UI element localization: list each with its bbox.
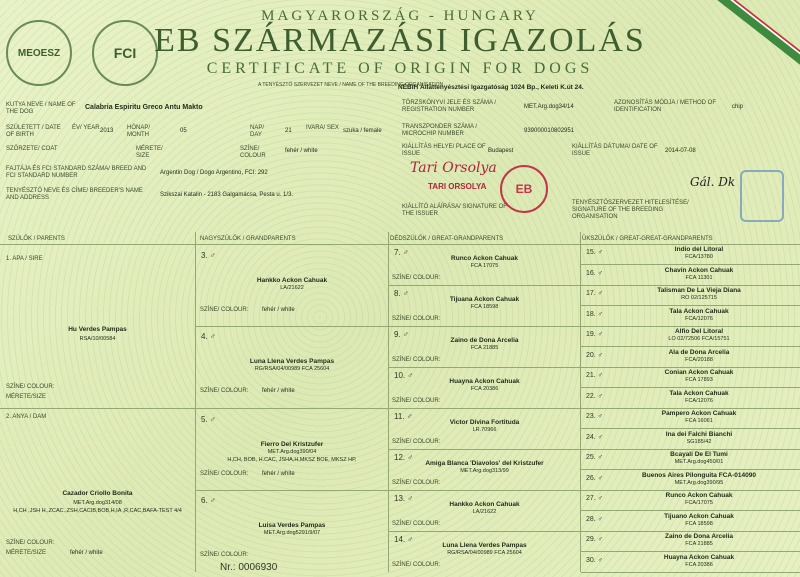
ggp-color-label: SZÍNE/ COLOUR: <box>392 521 441 527</box>
divider <box>581 326 800 327</box>
ggp-color-label: SZÍNE/ COLOUR: <box>392 316 441 322</box>
sire-color-label: SZÍNE/ COLOUR: <box>6 384 55 390</box>
ggp-reg: MET.Arg.dog313/99 <box>460 468 509 474</box>
nr-label: Nr.: <box>220 562 236 573</box>
divider <box>581 285 800 286</box>
ggp-number: 11. ♂ <box>394 412 413 421</box>
divider <box>581 531 800 532</box>
auth-label: TENYÉSZTŐSZERVEZET HITELESÍTÉSE/ SIGNATURE OF THE BREEDING ORGANISATION <box>572 200 689 220</box>
day-value: 21 <box>285 128 292 134</box>
gggp-name: Runco Ackon Cahuak <box>665 492 733 499</box>
divider <box>581 305 800 306</box>
gp-titles: H,CH, BOB, H.CAC, JSHA,H,MKSZ BOE, MKSZ HP, <box>227 457 357 463</box>
header-great-grandparents: DÉDSZÜLŐK / GREAT-GRANDPARENTS <box>390 236 504 242</box>
ggp-reg: LR.70966 <box>472 427 497 433</box>
gggp-number: 23. ♂ <box>586 413 603 420</box>
date-label: KIÁLLÍTÁS DÁTUMA/ DATE OF ISSUE <box>572 144 658 157</box>
signature-label: KIÁLLÍTÓ ALÁÍRÁSA/ SIGNATURE OF THE ISSUER <box>402 204 507 217</box>
coat-label: SZŐRZETE/ COAT <box>6 146 58 152</box>
divider <box>581 572 800 573</box>
gggp-number: 29. ♂ <box>586 536 603 543</box>
ggp-color-label: SZÍNE/ COLOUR: <box>392 275 441 281</box>
divider <box>581 346 800 347</box>
gggp-number: 26. ♂ <box>586 474 603 482</box>
header-parents: SZÜLŐK / PARENTS <box>8 236 65 242</box>
org-value: NÉBIH Állattenyésztési Igazgatóság 1024 Bp., Keleti K.út 24. <box>398 84 584 91</box>
divider <box>581 408 800 409</box>
sire-reg: RSA/10/00584 <box>79 336 116 342</box>
dog-name-label: KUTYA NEVE / NAME OF THE DOG <box>6 102 76 115</box>
divider <box>581 469 800 470</box>
ident-value: chip <box>732 104 744 110</box>
ggp-name: Tijuana Ackon Cahuak <box>449 296 520 303</box>
divider <box>389 531 580 532</box>
gggp-number: 28. ♂ <box>586 515 603 523</box>
red-official-stamp: EB <box>500 165 548 213</box>
gp-color-label: SZÍNE/ COLOUR: <box>200 388 249 394</box>
gggp-reg: FCA/12076 <box>685 397 713 404</box>
dam-label: 2. ANYA / DAM <box>6 414 47 420</box>
reg-label: TÖRZSKÖNYVI JELE ÉS SZÁMA / REGISTRATION NUMBER <box>402 100 497 113</box>
gggp-name: Buenos Aires Pilonguita FCA-014090 <box>642 471 756 479</box>
ggp-color-label: SZÍNE/ COLOUR: <box>392 439 441 445</box>
ggp-reg: RG/RSA/04/00989 FCA 25604 <box>447 550 522 556</box>
ggp-reg: FCA 17075 <box>470 263 499 269</box>
size-label: MÉRETE/ SIZE <box>136 146 163 159</box>
gggp-reg: FCA/17075 <box>685 500 713 506</box>
place-label: KIÁLLÍTÁS HELYE/ PLACE OF ISSUE <box>402 144 486 157</box>
gp-reg: MET.Arg.dog5291/9/07 <box>263 530 321 536</box>
meoesz-seal-text: MEOESZ <box>17 47 61 59</box>
gggp-name: Zaino de Dona Arcelia <box>664 533 734 540</box>
ggp-reg: LA/21622 <box>472 509 497 515</box>
dam-size-label: MÉRETE/SIZE <box>6 550 47 556</box>
gp-color-label: SZÍNE/ COLOUR: <box>200 552 249 558</box>
document-title: EB SZÁRMAZÁSI IGAZOLÁS <box>154 22 646 59</box>
year-label: ÉV/ YEAR <box>72 125 100 131</box>
gggp-reg: FCA 21885 <box>685 541 713 547</box>
gp-number: 4. ♂ <box>201 332 216 341</box>
divider <box>389 285 580 286</box>
ggp-reg: FCA 21885 <box>470 345 499 351</box>
gggp-number: 22. ♂ <box>586 392 603 400</box>
ggp-number: 7. ♂ <box>394 248 409 257</box>
divider <box>0 244 800 245</box>
coat-of-arms-stamp <box>740 170 784 222</box>
gp-number: 3. ♂ <box>201 251 216 260</box>
month-label: HÓNAP/ MONTH <box>127 125 151 138</box>
gp-color: fehér / white <box>262 471 295 477</box>
ggp-name: Zaino de Dona Arcelia <box>450 337 519 344</box>
divider <box>389 367 580 368</box>
gggp-number: 15. ♂ <box>586 249 603 256</box>
sire-size-label: MÉRETE/SIZE <box>6 394 47 400</box>
dam-name: Cazador Criollo Bonita <box>62 490 133 497</box>
sire-name: Hu Verdes Pampas <box>68 326 127 333</box>
gp-reg: MET.Arg.dog390/04 <box>267 449 317 455</box>
gggp-reg: FCA/20188 <box>685 356 713 363</box>
dam-reg: MET.Arg.dog314/08 <box>73 500 122 506</box>
dog-name: Calabria Espiritu Greco Antu Makto <box>85 104 203 111</box>
dam-titles: H,CH ,JSH H.,ZCAC.,ZSH,CACIB,BOB,H,IA ,R,CAC,BAFA-TEST 4/4 <box>13 508 182 514</box>
gggp-name: Bcayali De El Tumi <box>670 451 728 458</box>
ident-label: AZONOSÍTÁS MÓDJA / METHOD OF IDENTIFICATION <box>614 100 717 113</box>
ggp-name: Luna Llena Verdes Pampas <box>442 542 527 549</box>
dob-label: SZÜLETETT / DATE OF BIRTH <box>6 125 61 138</box>
divider <box>581 367 800 368</box>
gp-name: Hankko Ackon Cahuak <box>256 277 328 284</box>
divider <box>580 232 581 572</box>
gp-color-label: SZÍNE/ COLOUR: <box>200 471 249 477</box>
gggp-reg: FCA 17893 <box>685 377 713 383</box>
gp-number: 6. ♂ <box>201 496 216 505</box>
ggp-name: Hankko Ackon Cahuak <box>449 501 520 508</box>
header-great-great-grandparents: ÜKSZÜLŐK / GREAT-GREAT-GRANDPARENTS <box>582 236 713 242</box>
color-value: fehér / white <box>285 148 318 154</box>
gggp-reg: FCA 18598 <box>685 520 713 527</box>
ggp-reg: FCA 18598 <box>470 304 499 310</box>
divider <box>388 232 389 572</box>
place-value: Budapest <box>488 148 514 154</box>
gggp-reg: MET.Arg.dog390/95 <box>674 479 724 486</box>
ggp-color-label: SZÍNE/ COLOUR: <box>392 357 441 363</box>
gggp-name: Tala Ackon Cahuak <box>669 389 729 397</box>
gggp-name: Ina dei Falchi Bianchi <box>665 430 733 438</box>
gp-name: Luna Llena Verdes Pampas <box>249 358 335 365</box>
dam-color-label: SZÍNE/ COLOUR: <box>6 540 55 546</box>
ggp-number: 13. ♂ <box>394 494 414 503</box>
gggp-number: 30. ♂ <box>586 556 603 564</box>
header-grandparents: NAGYSZÜLŐK / GRANDPARENTS <box>200 236 296 242</box>
gggp-name: Alfio Del Litoral <box>674 328 724 335</box>
divider <box>389 326 580 327</box>
dam-color: fehér / white <box>70 550 103 556</box>
ggp-number: 8. ♂ <box>394 289 409 298</box>
gp-number: 5. ♂ <box>201 415 216 424</box>
nr-value: 0006930 <box>238 562 278 573</box>
fci-seal-text: FCI <box>113 45 137 61</box>
divider <box>581 449 800 450</box>
gp-reg: LA/21622 <box>280 285 304 291</box>
gggp-name: Pampero Ackon Cahuak <box>661 410 737 417</box>
ggp-number: 12. ♂ <box>394 453 414 462</box>
gggp-reg: RO 02/125715 <box>681 295 717 301</box>
gggp-name: Talisman De La Vieja Diana <box>657 287 741 294</box>
ggp-color-label: SZÍNE/ COLOUR: <box>392 398 441 404</box>
divider <box>581 387 800 388</box>
breed-value: Argentin Dog / Dogo Argentino, FCI: 292 <box>160 170 268 176</box>
gggp-reg: FCA/13780 <box>685 254 713 260</box>
ggp-number: 9. ♂ <box>394 330 409 339</box>
gggp-reg: LO 02/72506 FCA/15751 <box>668 336 730 342</box>
day-label: NAP/ DAY <box>250 125 265 138</box>
transponder-label: TRANSZPONDER SZÁMA / MICROCHIP NUMBER <box>402 124 478 137</box>
divider <box>389 408 580 409</box>
ggp-name: Amiga Blanca 'Diavolos' del Kristzufer <box>425 460 544 467</box>
document-subtitle: CERTIFICATE OF ORIGIN FOR DOGS <box>206 60 594 77</box>
date-value: 2014-07-08 <box>665 148 696 154</box>
certificate-number <box>220 562 277 573</box>
divider <box>581 551 800 552</box>
gggp-name: Indio del Litoral <box>674 246 724 253</box>
divider <box>581 428 800 429</box>
ggp-color-label: SZÍNE/ COLOUR: <box>392 480 441 486</box>
gggp-number: 19. ♂ <box>586 331 603 338</box>
gggp-number: 27. ♂ <box>586 495 603 502</box>
gggp-name: Tala Ackon Cahuak <box>669 307 729 315</box>
gggp-number: 21. ♂ <box>586 372 603 379</box>
gggp-reg: FCA 20386 <box>685 561 713 568</box>
gggp-number: 16. ♂ <box>586 269 603 277</box>
color-label: SZÍNE/ COLOUR <box>240 146 266 159</box>
gggp-name: Chavin Ackon Cahuak <box>664 266 734 274</box>
gggp-number: 20. ♂ <box>586 351 603 359</box>
divider <box>389 449 580 450</box>
sire-label: 1. APA / SIRE <box>6 256 43 262</box>
ggp-number: 10. ♂ <box>394 371 414 380</box>
gggp-reg: SG185/42 <box>686 438 712 445</box>
handwritten-signature: Tari Orsolya <box>410 160 497 176</box>
sex-value: szuka / female <box>343 128 382 134</box>
breeder-label: TENYÉSZTŐ NEVE ÉS CÍME/ BREEDER'S NAME AND ADDRESS <box>6 188 143 201</box>
gp-name: Fierro Del Kristzufer <box>260 441 324 448</box>
ggp-color-label: SZÍNE/ COLOUR: <box>392 562 441 568</box>
divider <box>581 510 800 511</box>
ggp-reg: FCA 20386 <box>470 386 499 392</box>
ggp-number: 14. ♂ <box>394 535 414 544</box>
gggp-reg: FCA 11301 <box>685 274 713 281</box>
transponder-value: 939000010802951 <box>524 128 575 134</box>
gp-color: fehér / white <box>262 307 295 313</box>
signer-stamp: TARI ORSOLYA <box>428 182 487 191</box>
breed-label: FAJTÁJA ÉS FCI STANDARD SZÁMA/ BREED AND FCI STANDARD NUMBER <box>6 166 147 179</box>
ggp-name: Huayna Ackon Cahuak <box>449 378 520 385</box>
gp-name: Luisa Verdes Pampas <box>258 522 326 529</box>
gggp-reg: FCA 16061 <box>685 418 713 424</box>
gggp-number: 25. ♂ <box>586 454 603 461</box>
breeder-value: Szikszai Katalin - 2183 Galgamácsa, Pesta u. 1/3. <box>160 192 294 198</box>
year-value: 2013 <box>100 128 114 134</box>
divider <box>581 490 800 491</box>
divider <box>389 490 580 491</box>
gggp-number: 24. ♂ <box>586 433 603 441</box>
gggp-name: Tijuano Ackon Cahuak <box>664 512 734 520</box>
month-value: 05 <box>180 128 187 134</box>
gggp-reg: FCA/12076 <box>685 315 713 322</box>
gggp-name: Huayna Ackon Cahuak <box>663 553 735 561</box>
gggp-reg: MET.Arg.dog450/01 <box>674 459 724 465</box>
sex-label: IVARA/ SEX <box>306 125 339 131</box>
gggp-name: Conian Ackon Cahuak <box>664 369 734 376</box>
reg-value: MET.Arg.dog34/14 <box>524 104 574 110</box>
gggp-number: 18. ♂ <box>586 310 603 318</box>
divider <box>581 264 800 265</box>
country-header: MAGYARORSZÁG - HUNGARY <box>261 8 539 24</box>
gp-reg: RG/RSA/04/00989 FCA 25604 <box>254 366 330 372</box>
org-label: A TENYÉSZTŐ SZERVEZET NEVE / NAME OF THE BREEDING ORGANISATION <box>258 82 444 88</box>
ggp-name: Victor Divina Fortituda <box>449 419 520 426</box>
ggp-name: Runco Ackon Cahuak <box>451 255 518 262</box>
gp-color: fehér / white <box>262 388 295 394</box>
gggp-number: 17. ♂ <box>586 290 603 297</box>
authority-signature: Gál. Dk <box>690 175 736 189</box>
gp-color-label: SZÍNE/ COLOUR: <box>200 307 249 313</box>
gggp-name: Ala de Dona Arcelia <box>668 348 730 356</box>
